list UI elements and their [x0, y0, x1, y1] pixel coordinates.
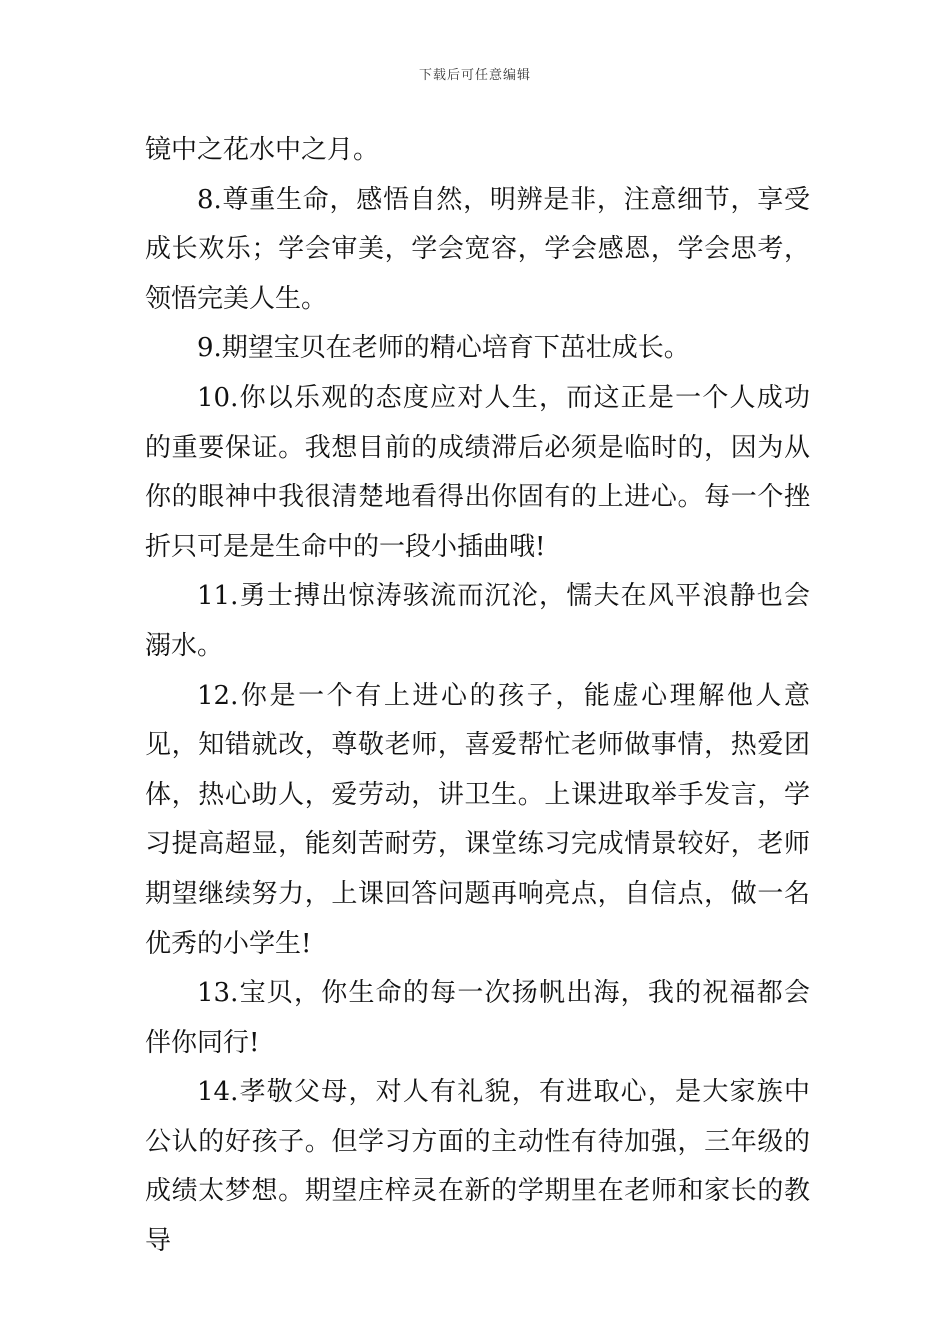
paragraph-item-12: 12.你是一个有上进心的孩子，能虚心理解他人意见，知错就改，尊敬老师，喜爱帮忙老师做事情，热爱团体，热心助人，爱劳动，讲卫生。上课进取举手发言，学习提高超显，能刻苦耐劳，课堂练习完成情景较好，老师期望继续努力，上课回答问题再响亮点，自信点，做一名优秀的小学生!: [145, 680, 810, 959]
paragraph-item-10: 10.你以乐观的态度应对人生，而这正是一个人成功的重要保证。我想目前的成绩滞后必须是临时的，因为从你的眼神中我很清楚地看得出你固有的上进心。每一个挫折只可是是生命中的一段小插曲哦!: [145, 382, 810, 562]
paragraph-continuation: 镜中之花水中之月。: [145, 135, 380, 165]
document-body: [145, 126, 810, 1267]
paragraph-item-8: 8.尊重生命，感悟自然，明辨是非，注意细节，享受成长欢乐；学会审美，学会宽容，学会感恩，学会思考，领悟完美人生。: [145, 184, 810, 314]
paragraph-item-11: 11.勇士搏出惊涛骇流而沉沦，懦夫在风平浪静也会溺水。: [145, 581, 810, 661]
paragraph-item-13: 13.宝贝，你生命的每一次扬帆出海，我的祝福都会伴你同行!: [145, 978, 810, 1058]
page-header: 下载后可任意编辑: [418, 68, 531, 83]
paragraph-item-14: 14.孝敬父母，对人有礼貌，有进取心，是大家族中公认的好孩子。但学习方面的主动性有待加强，三年级的成绩太梦想。期望庄梓灵在新的学期里在老师和家长的教导: [145, 1077, 810, 1257]
paragraph-item-9: 9.期望宝贝在老师的精心培育下茁壮成长。: [197, 333, 690, 364]
